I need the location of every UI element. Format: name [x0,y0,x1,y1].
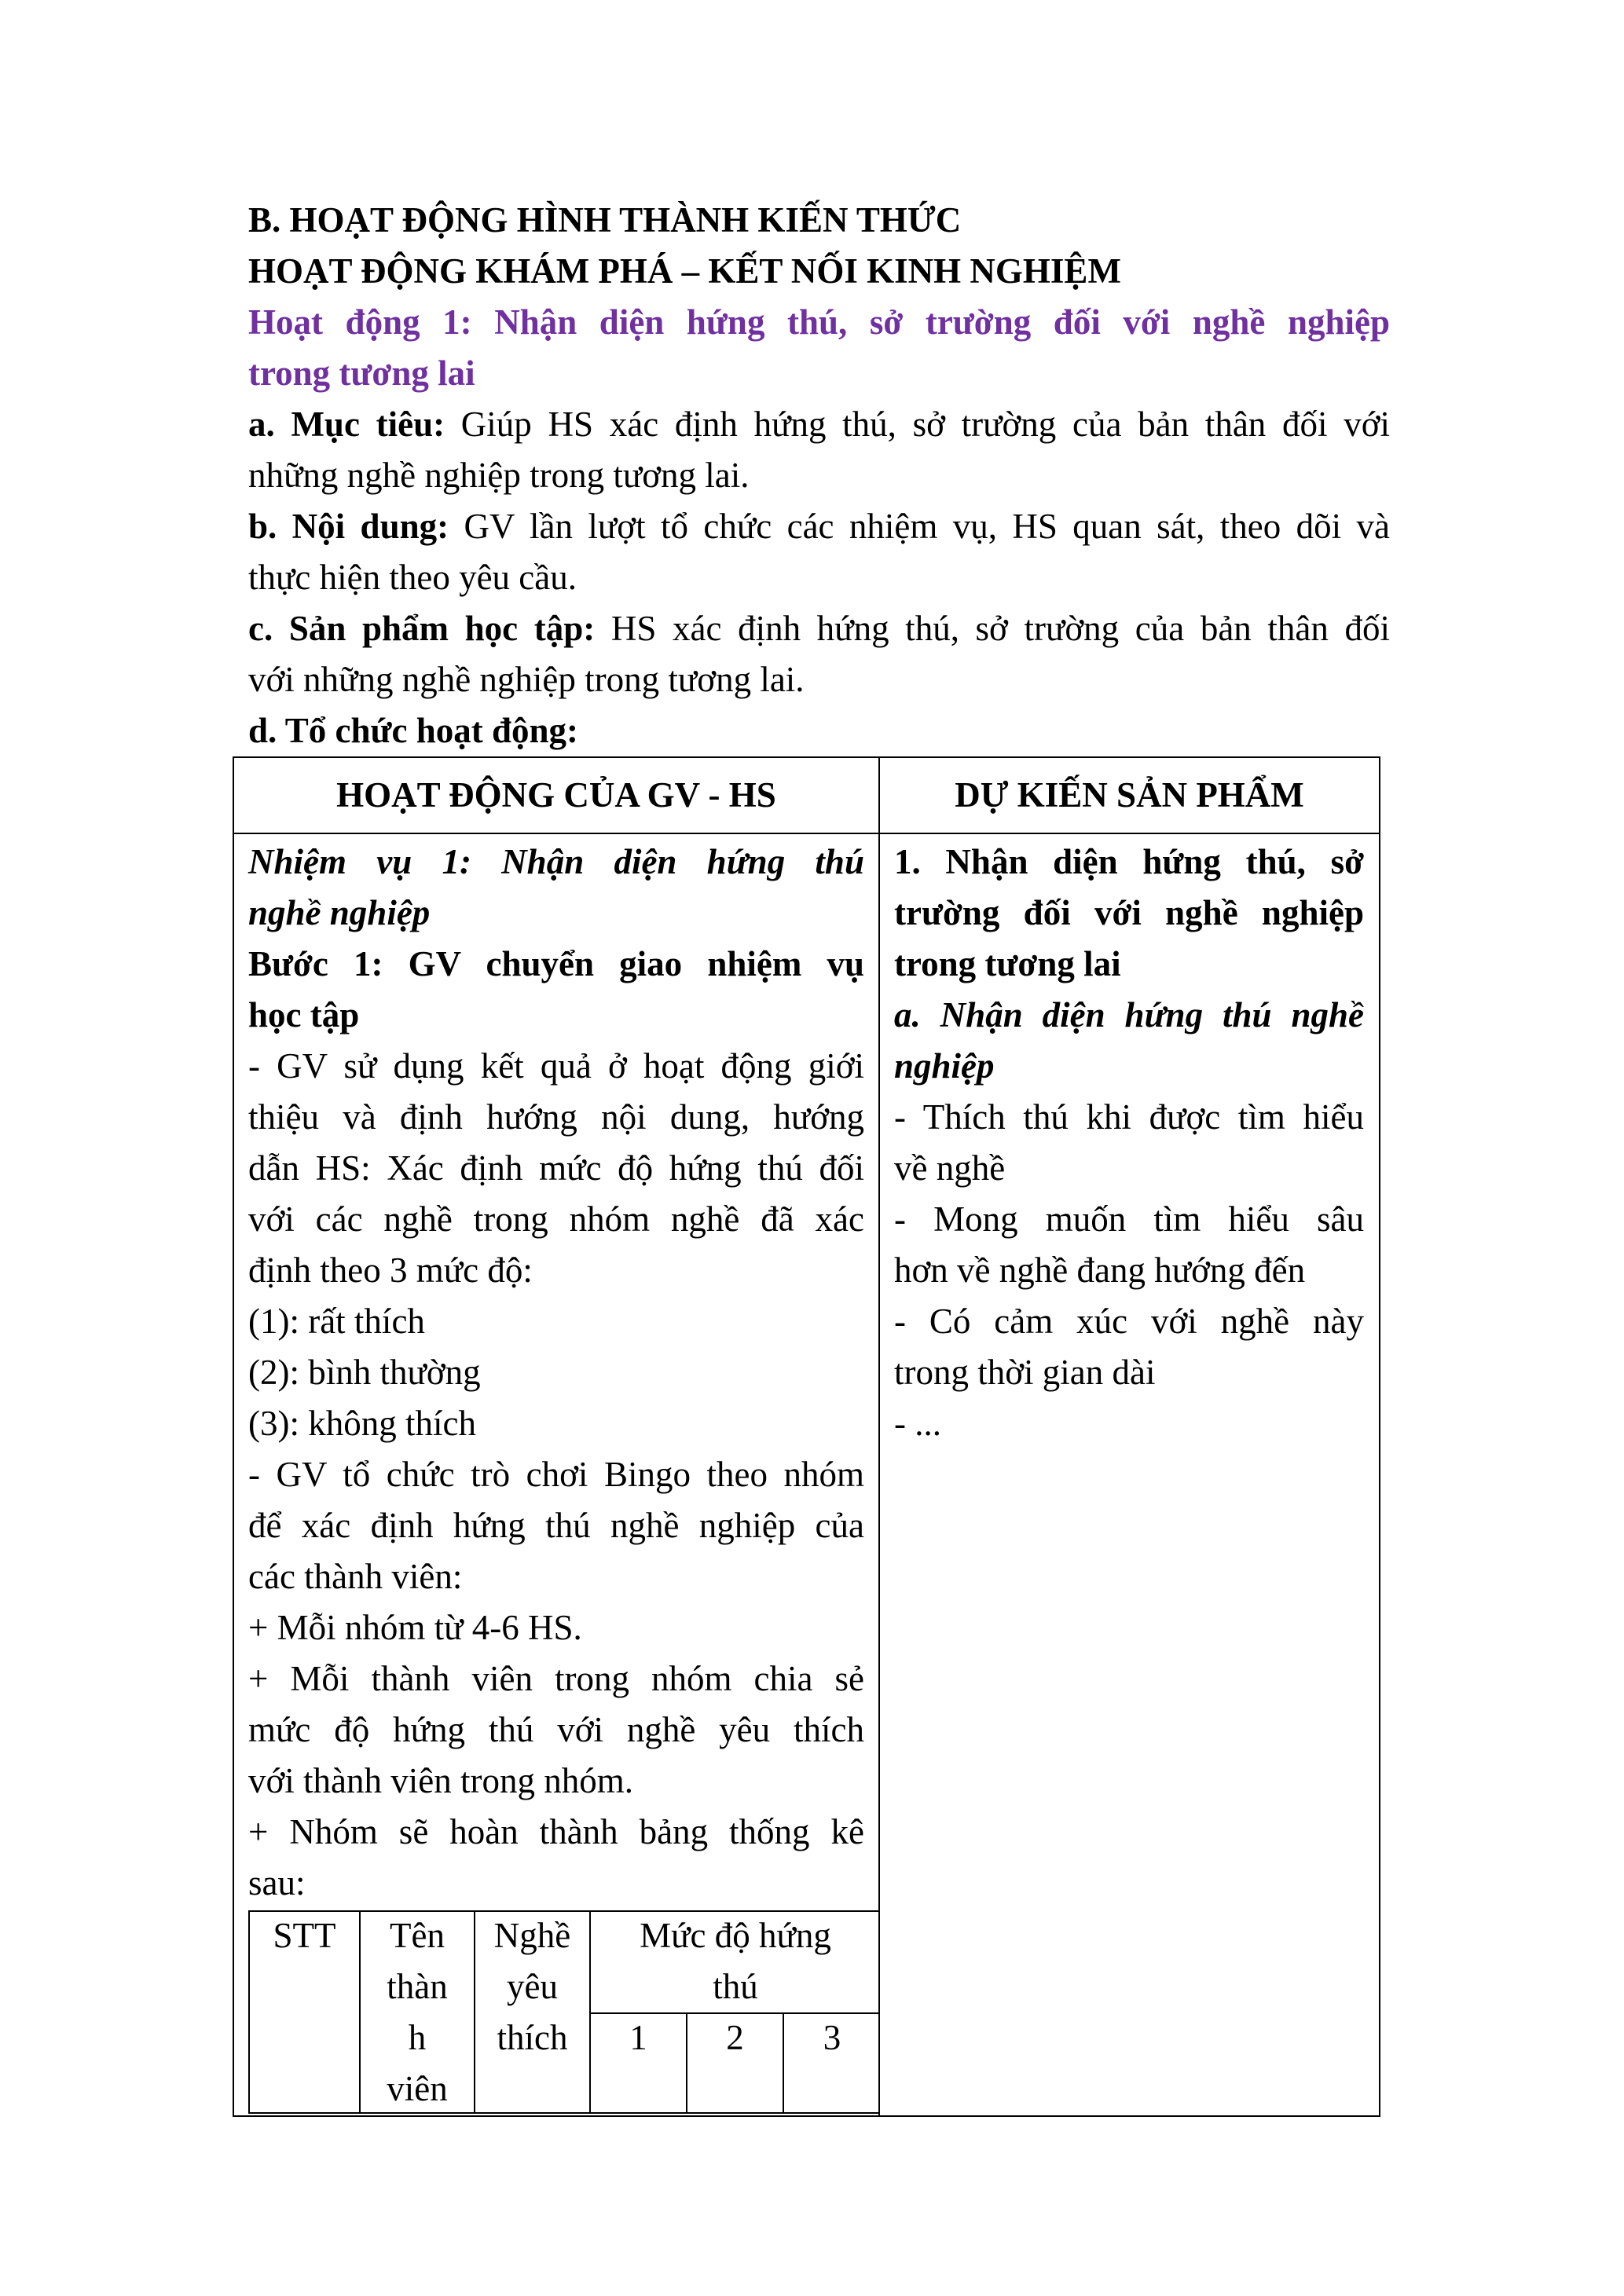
table-bottom-border [233,2115,1380,2117]
interest-level-header: thú [713,1967,758,2006]
instruction-line: định theo 3 mức độ: [248,1251,533,1290]
product-title-line: trong tương lai [894,944,1121,983]
level-2-header: 2 [726,2018,744,2057]
level-item: (3): không thích [248,1404,476,1443]
instruction-line: với các nghề trong nhóm nghề đã xác [248,1199,864,1239]
member-name-header: viên [387,2069,448,2108]
game-line: các thành viên: [248,1557,463,1596]
organize-heading: d. Tổ chức hoạt động: [248,711,579,750]
product-title-line: trường đối với nghề nghiệp [894,893,1364,932]
game-line: để xác định hứng thú nghề nghiệp của [248,1506,864,1545]
product-line2: với những nghề nghiệp trong tương lai. [248,660,805,699]
product-item-line: - Mong muốn tìm hiểu sâu [894,1199,1364,1239]
member-name-header: h [408,2018,427,2057]
section-heading: B. HOẠT ĐỘNG HÌNH THÀNH KIẾN THỨC [248,200,962,240]
activity-title-line2: trong tương lai [248,353,475,393]
inner-bottom-border [248,2112,880,2114]
objective-line1 [248,399,1390,450]
favorite-job-header: thích [497,2018,568,2057]
level-1-header: 1 [629,2018,647,2057]
product-item-line: - Có cảm xúc với nghề này [894,1302,1364,1341]
table-right-border [1379,756,1380,2117]
favorite-job-header: Nghề [493,1916,571,1955]
activity-title-line1: Hoạt động 1: Nhận diện hứng thú, sở trường đối với nghề nghiệp [248,302,1390,342]
level-item: (2): bình thường [248,1353,481,1392]
instruction-line: thiệu và định hướng nội dung, hướng [248,1097,864,1137]
header-product: DỰ KIẾN SẢN PHẨM [955,775,1304,815]
game-line: - GV tổ chức trò chơi Bingo theo nhóm [248,1455,864,1494]
step-title-line1: Bước 1: GV chuyển giao nhiệm vụ [248,944,864,983]
product-item-line: - Thích thú khi được tìm hiểu [894,1097,1364,1137]
product-label: c. Sản phẩm học tập: [248,609,596,648]
stat-line: + Nhóm sẽ hoàn thành bảng thống kê [248,1812,864,1851]
product-subtitle-line: nghiệp [894,1046,995,1086]
product-item-line: trong thời gian dài [894,1353,1156,1392]
group-size-line: + Mỗi nhóm từ 4-6 HS. [248,1608,582,1647]
objective-label: a. Mục tiêu: [248,405,445,444]
task-title-line1: Nhiệm vụ 1: Nhận diện hứng thú [248,842,864,881]
member-name-header: Tên [390,1916,445,1955]
objective-text: Giúp HS xác định hứng thú, sở trường của bản thân đối với [445,405,1391,444]
product-text: HS xác định hứng thú, sở trường của bản thân đối [595,609,1390,648]
member-name-header: thàn [387,1967,448,2006]
header-activity: HOẠT ĐỘNG CỦA GV - HS [336,775,776,815]
level-3-header: 3 [823,2018,841,2057]
product-item-line: hơn về nghề đang hướng đến [894,1251,1306,1290]
table-header-border [233,833,1380,834]
table-top-border [233,756,1380,758]
content-line2: thực hiện theo yêu cầu. [248,558,577,597]
share-line: với thành viên trong nhóm. [248,1761,633,1800]
objective-line2: những nghề nghiệp trong tương lai. [248,456,750,495]
stt-header: STT [273,1916,336,1955]
stat-line: sau: [248,1863,306,1902]
product-line1 [248,603,1390,654]
task-title-line2: nghề nghiệp [248,893,431,932]
content-label: b. Nội dung: [248,507,449,546]
instruction-line: dẫn HS: Xác định mức độ hứng thú đối [248,1148,864,1188]
instruction-line: - GV sử dụng kết quả ở hoạt động giới [248,1046,864,1086]
step-title-line2: học tập [248,995,360,1034]
interest-level-header: Mức độ hứng [640,1916,831,1955]
subsection-heading: HOẠT ĐỘNG KHÁM PHÁ – KẾT NỐI KINH NGHIỆM [248,251,1121,291]
content-line1 [248,501,1390,552]
product-item-line: - ... [894,1404,941,1443]
product-item-line: về nghề [894,1148,1006,1188]
table-left-border [233,756,234,2117]
share-line: + Mỗi thành viên trong nhóm chia sẻ [248,1659,864,1698]
favorite-job-header: yêu [507,1967,558,2006]
product-subtitle-line: a. Nhận diện hứng thú nghề [894,995,1364,1034]
share-line: mức độ hứng thú với nghề yêu thích [248,1710,864,1749]
content-text: GV lần lượt tổ chức các nhiệm vụ, HS quan sát, theo dõi và [449,507,1390,546]
product-title-line: 1. Nhận diện hứng thú, sở [894,842,1364,881]
level-item: (1): rất thích [248,1302,425,1341]
